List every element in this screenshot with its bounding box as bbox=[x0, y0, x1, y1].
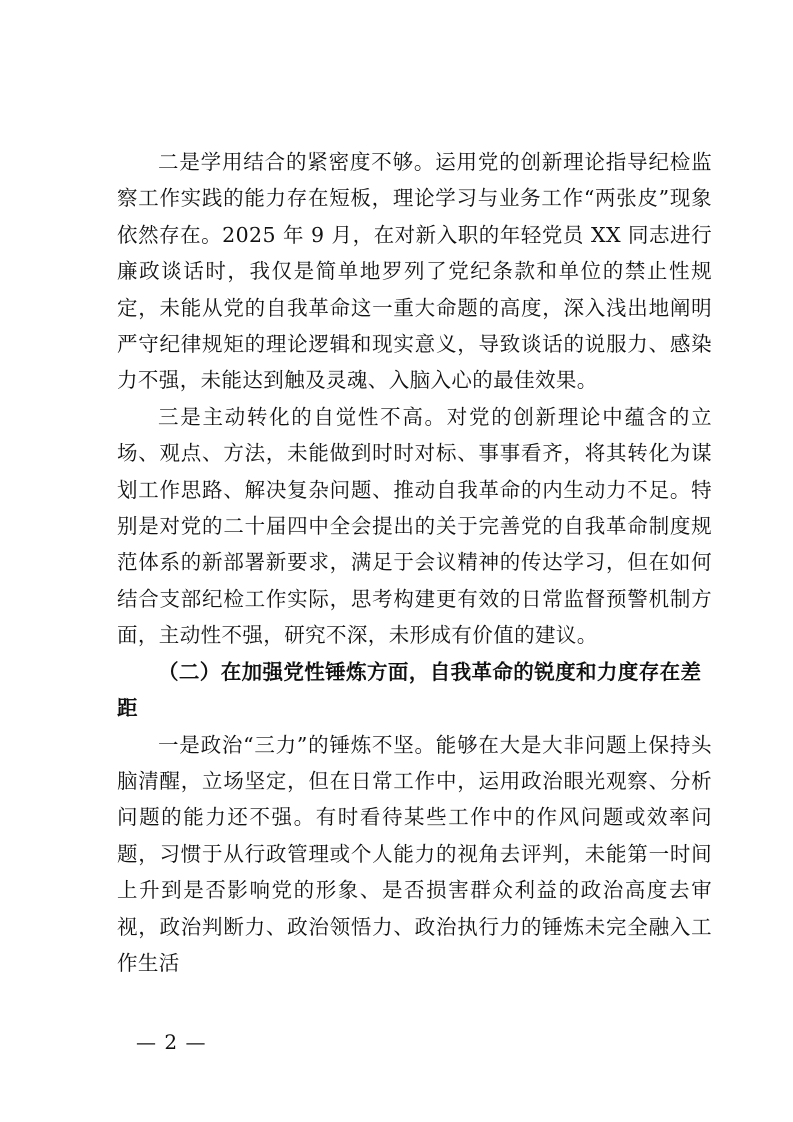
paragraph-text: 政治“三力”的锤炼不坚。能够在大是大非问题上保持头脑清醒，立场坚定，但在日常工作中，运用政治眼光观察、分析问题的能力还不强。有时看待某些工作中的作风问题或效率问题，习惯于从行政管理或个人能力的视角去评判，未能第一时间上升到是否影响党的形象、是否损害群众利益的政治高度去审视，政治判断力、政治领悟力、政治执行力的锤炼未完全融入工作生活 bbox=[117, 732, 712, 975]
page-number: — 2 — bbox=[136, 1030, 207, 1054]
paragraph-lead: 一是 bbox=[158, 732, 201, 757]
paragraph-2 bbox=[117, 144, 712, 399]
paragraph-1 bbox=[117, 727, 712, 982]
section-heading: （二）在加强党性锤炼方面，自我革命的锐度和力度存在差距 bbox=[117, 659, 702, 721]
document-body bbox=[117, 144, 712, 981]
paragraph-lead: 二是 bbox=[158, 150, 201, 174]
paragraph-text: 主动转化的自觉性不高。对党的创新理论中蕴含的立场、观点、方法，未能做到时时对标、事事看齐，将其转化为谋划工作思路、解决复杂问题、推动自我革命的内生动力不足。特别是对党的二十届四中全会提出的关于完善党的自我革命制度规范体系的新部署新要求，满足于会议精神的传达学习，但在如何结合支部纪检工作实际，思考构建更有效的日常监督预警机制方面，主动性不强，研究不深，未形成有价值的建议。 bbox=[117, 404, 712, 648]
paragraph-text: 学用结合的紧密度不够。运用党的创新理论指导纪检监察工作实践的能力存在短板，理论学习与业务工作“两张皮”现象依然存在。2025 年 9 月，在对新入职的年轻党员 XX 同志进行廉政谈话时，我仅是简单地罗列了党纪条款和单位的禁止性规定，未能从党的自我革命这一重大命题的高度，深入浅出地阐明严守纪律规矩的理论逻辑和现实意义，导致谈话的说服力、感染力不强，未能达到触及灵魂、入脑入心的最佳效果。 bbox=[117, 150, 712, 393]
paragraph-lead: 三是 bbox=[158, 404, 203, 429]
paragraph-3 bbox=[117, 399, 712, 654]
